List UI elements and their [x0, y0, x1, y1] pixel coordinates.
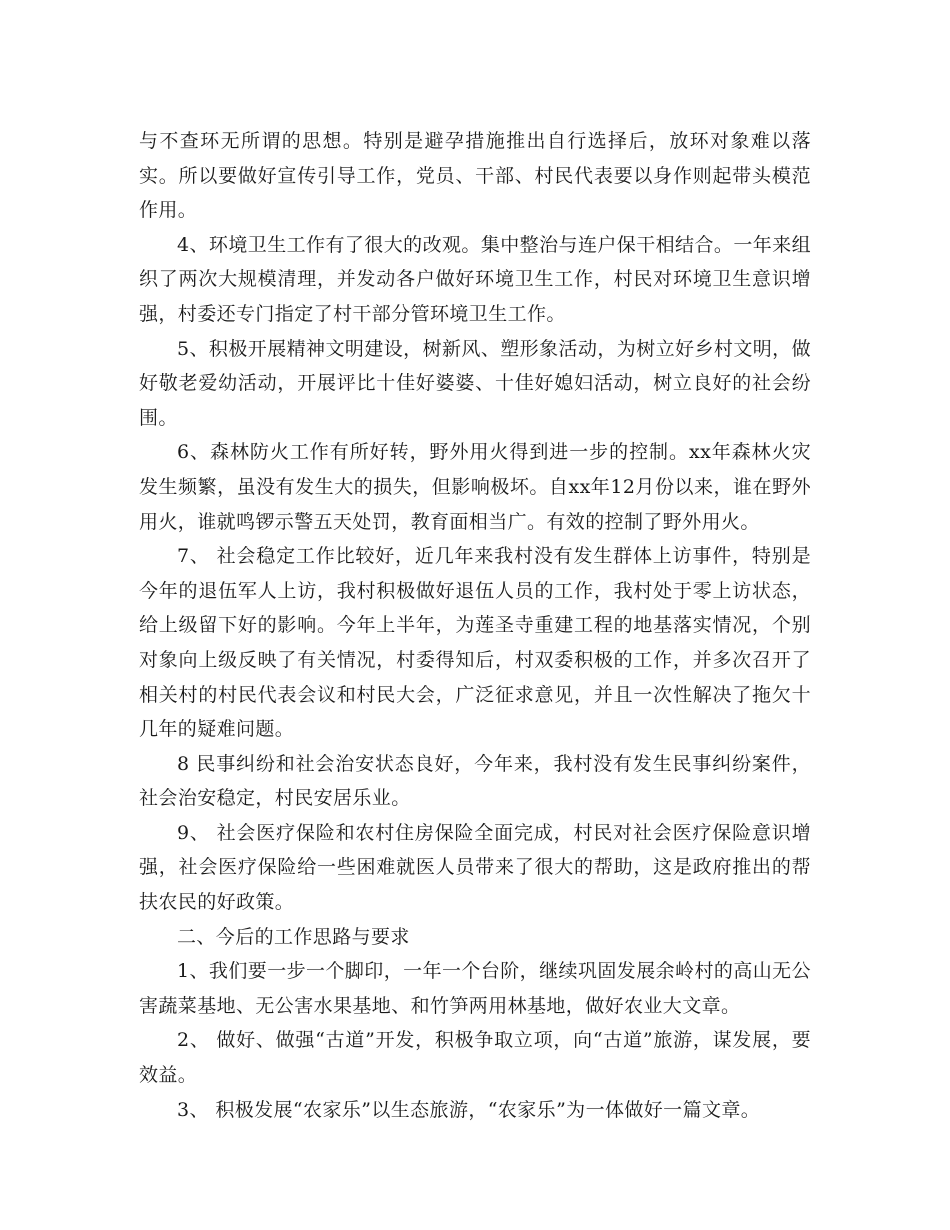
paragraph-item-8: 8 民事纠纷和社会治安状态良好，今年来，我村没有发生民事纠纷案件，社会治安稳定，村民安居乐业。 [139, 752, 811, 810]
paragraph-item-5: 5、积极开展精神文明建设，树新风、塑形象活动，为树立好乡村文明，做好敬老爱幼活动，开展评比十佳好婆婆、十佳好媳妇活动，树立良好的社会纷围。 [139, 337, 811, 429]
paragraph-item-6: 6、森林防火工作有所好转，野外用火得到进一步的控制。xx年森林火灾发生频繁，虽没有发生大的损失，但影响极坏。自xx年12月份以来，谁在野外用火，谁就鸣锣示警五天处罚，教育面相当广。有效的控制了野外用火。 [139, 441, 811, 533]
plan-item-3: 3、 积极发展“农家乐”以生态旅游，“农家乐”为一体做好一篇文章。 [177, 1098, 761, 1121]
plan-item-2: 2、 做好、做强“古道”开发，积极争取立项，向“古道”旅游，谋发展，要效益。 [139, 1029, 811, 1087]
paragraph-continuation: 与不查环无所谓的思想。特别是避孕措施推出自行选择后，放环对象难以落实。所以要做好宣传引导工作，党员、干部、村民代表要以身作则起带头模范作用。 [139, 130, 811, 222]
paragraph-item-4: 4、环境卫生工作有了很大的改观。集中整治与连户保干相结合。一年来组织了两次大规模清理，并发动各户做好环境卫生工作，村民对环境卫生意识增强，村委还专门指定了村干部分管环境卫生工作。 [139, 233, 811, 325]
document-body [139, 124, 811, 1127]
plan-item-1: 1、我们要一步一个脚印，一年一个台阶，继续巩固发展余岭村的高山无公害蔬菜基地、无公害水果基地、和竹笋两用林基地，做好农业大文章。 [139, 960, 811, 1017]
section-heading: 二、今后的工作思路与要求 [177, 925, 410, 948]
paragraph-item-9: 9、 社会医疗保险和农村住房保险全面完成，村民对社会医疗保险意识增强，社会医疗保险给一些困难就医人员带来了很大的帮助，这是政府推出的帮扶农民的好政策。 [139, 821, 811, 914]
paragraph-item-7: 7、 社会稳定工作比较好，近几年来我村没有发生群体上访事件，特别是今年的退伍军人上访，我村积极做好退伍人员的工作，我村处于零上访状态，给上级留下好的影响。今年上半年，为莲圣寺重建工程的地基落实情况，个别对象向上级反映了有关情况，村委得知后，村双委积极的工作，并多次召开了相关村的村民代表会议和村民大会，广泛征求意见，并且一次性解决了拖欠十几年的疑难问题。 [139, 545, 811, 741]
